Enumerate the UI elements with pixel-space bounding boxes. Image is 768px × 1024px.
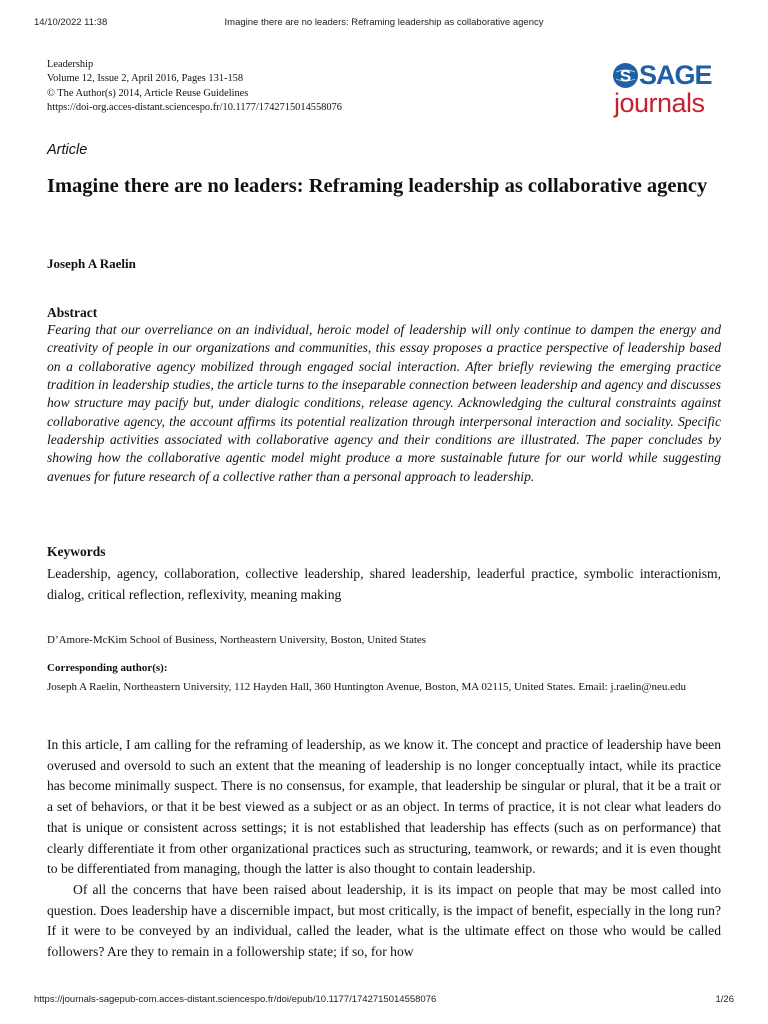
issue-info: Volume 12, Issue 2, April 2016, Pages 131-158	[47, 73, 244, 85]
article-title: Imagine there are no leaders: Reframing leadership as collaborative agency	[47, 175, 708, 197]
sage-globe-icon	[613, 63, 638, 88]
article-body	[47, 735, 721, 963]
doi-link[interactable]: https://doi-org.acces-distant.sciencespo.fr/10.1177/1742715014558076	[47, 102, 342, 114]
print-url: https://journals-sagepub-com.acces-distant.sciencespo.fr/doi/epub/10.1177/1742715014558076	[34, 994, 437, 1005]
print-page-title: Imagine there are no leaders: Reframing leadership as collaborative agency	[224, 17, 544, 28]
sage-journals-logo	[613, 59, 725, 123]
article-meta	[47, 58, 342, 116]
keywords-text: Leadership, agency, collaboration, collective leadership, shared leadership, leaderful practice, symbolic interactionism, dialog, critical reflection, reflexivity, meaning making	[47, 566, 721, 602]
abstract-heading: Abstract	[47, 305, 98, 320]
article-type-label: Article	[47, 142, 88, 158]
print-datetime: 14/10/2022 11:38	[34, 17, 108, 28]
copyright-line[interactable]: © The Author(s) 2014, Article Reuse Guidelines	[47, 87, 249, 99]
author-affiliation: D’Amore-McKim School of Business, Northeastern University, Boston, United States	[47, 634, 427, 646]
corresponding-author-heading: Corresponding author(s):	[47, 662, 168, 674]
abstract-text: Fearing that our overreliance on an individual, heroic model of leadership will only continue to dampen the energy and creativity of people in our organizations and communities, this essay proposes a practice perspective of leadership based on a collaborative agency mobilized through engaged social interaction. After briefly reviewing the emerging practice tradition in leadership studies, the article turns to the inseparable connection between leadership and agency and discusses how structure may pacify but, under dialogic conditions, release agency. Acknowledging the cultural constraints against collaborative agency, the account affirms its potential realization through interpersonal interaction and sociality. Specific leadership activities associated with collaborative agency and their conditions are illustrated. The paper concludes by showing how the collaborative agentic model might produce a more sustainable future for our world while suggesting avenues for future research of a collective rather than a personal approach to leadership.	[47, 322, 721, 484]
body-paragraph-2: Of all the concerns that have been raised about leadership, it is its impact on people that may be most called into question. Does leadership have a discernible impact, but most critically, is the impact of benefit, especially in the long run? If it were to be conveyed by an individual, called the leader, what is the ultimate effect on those who would be called followers? Are they to remain in a followership state; if so, for how	[47, 881, 721, 960]
body-paragraph-1: In this article, I am calling for the reframing of leadership, as we know it. The concept and practice of leadership have been overused and oversold to such an extent that the meaning of leadership is no longer conceptually intact, while its practice has become minimally suspect. There is no consensus, for example, that leadership be singular or plural, that it be a trait or a set of behaviors, or that it be best viewed as a subject or as an object. In terms of practice, it is not clear what leaders do that is unique or consistent across settings; it is not established that leadership has effects (such as on performance) that clearly differentiate it from other organizational practices such as structuring, teamwork, or rewards; and it is even thought to be differentiated from managing, though the latter is also thought to contain leadership.	[47, 737, 721, 877]
corresponding-author-text: Joseph A Raelin, Northeastern University, 112 Hayden Hall, 360 Huntington Avenue, Boston, MA 02115, United States. Email: j.raelin@neu.edu	[47, 681, 686, 693]
logo-journals-text: journals	[614, 88, 705, 118]
print-page-number: 1/26	[715, 994, 734, 1005]
logo-sage-text: SAGE	[639, 60, 712, 90]
journal-name: Leadership	[47, 59, 94, 70]
globe-letter: S	[619, 66, 632, 85]
author-name[interactable]: Joseph A Raelin	[47, 256, 136, 271]
keywords-heading: Keywords	[47, 544, 106, 559]
